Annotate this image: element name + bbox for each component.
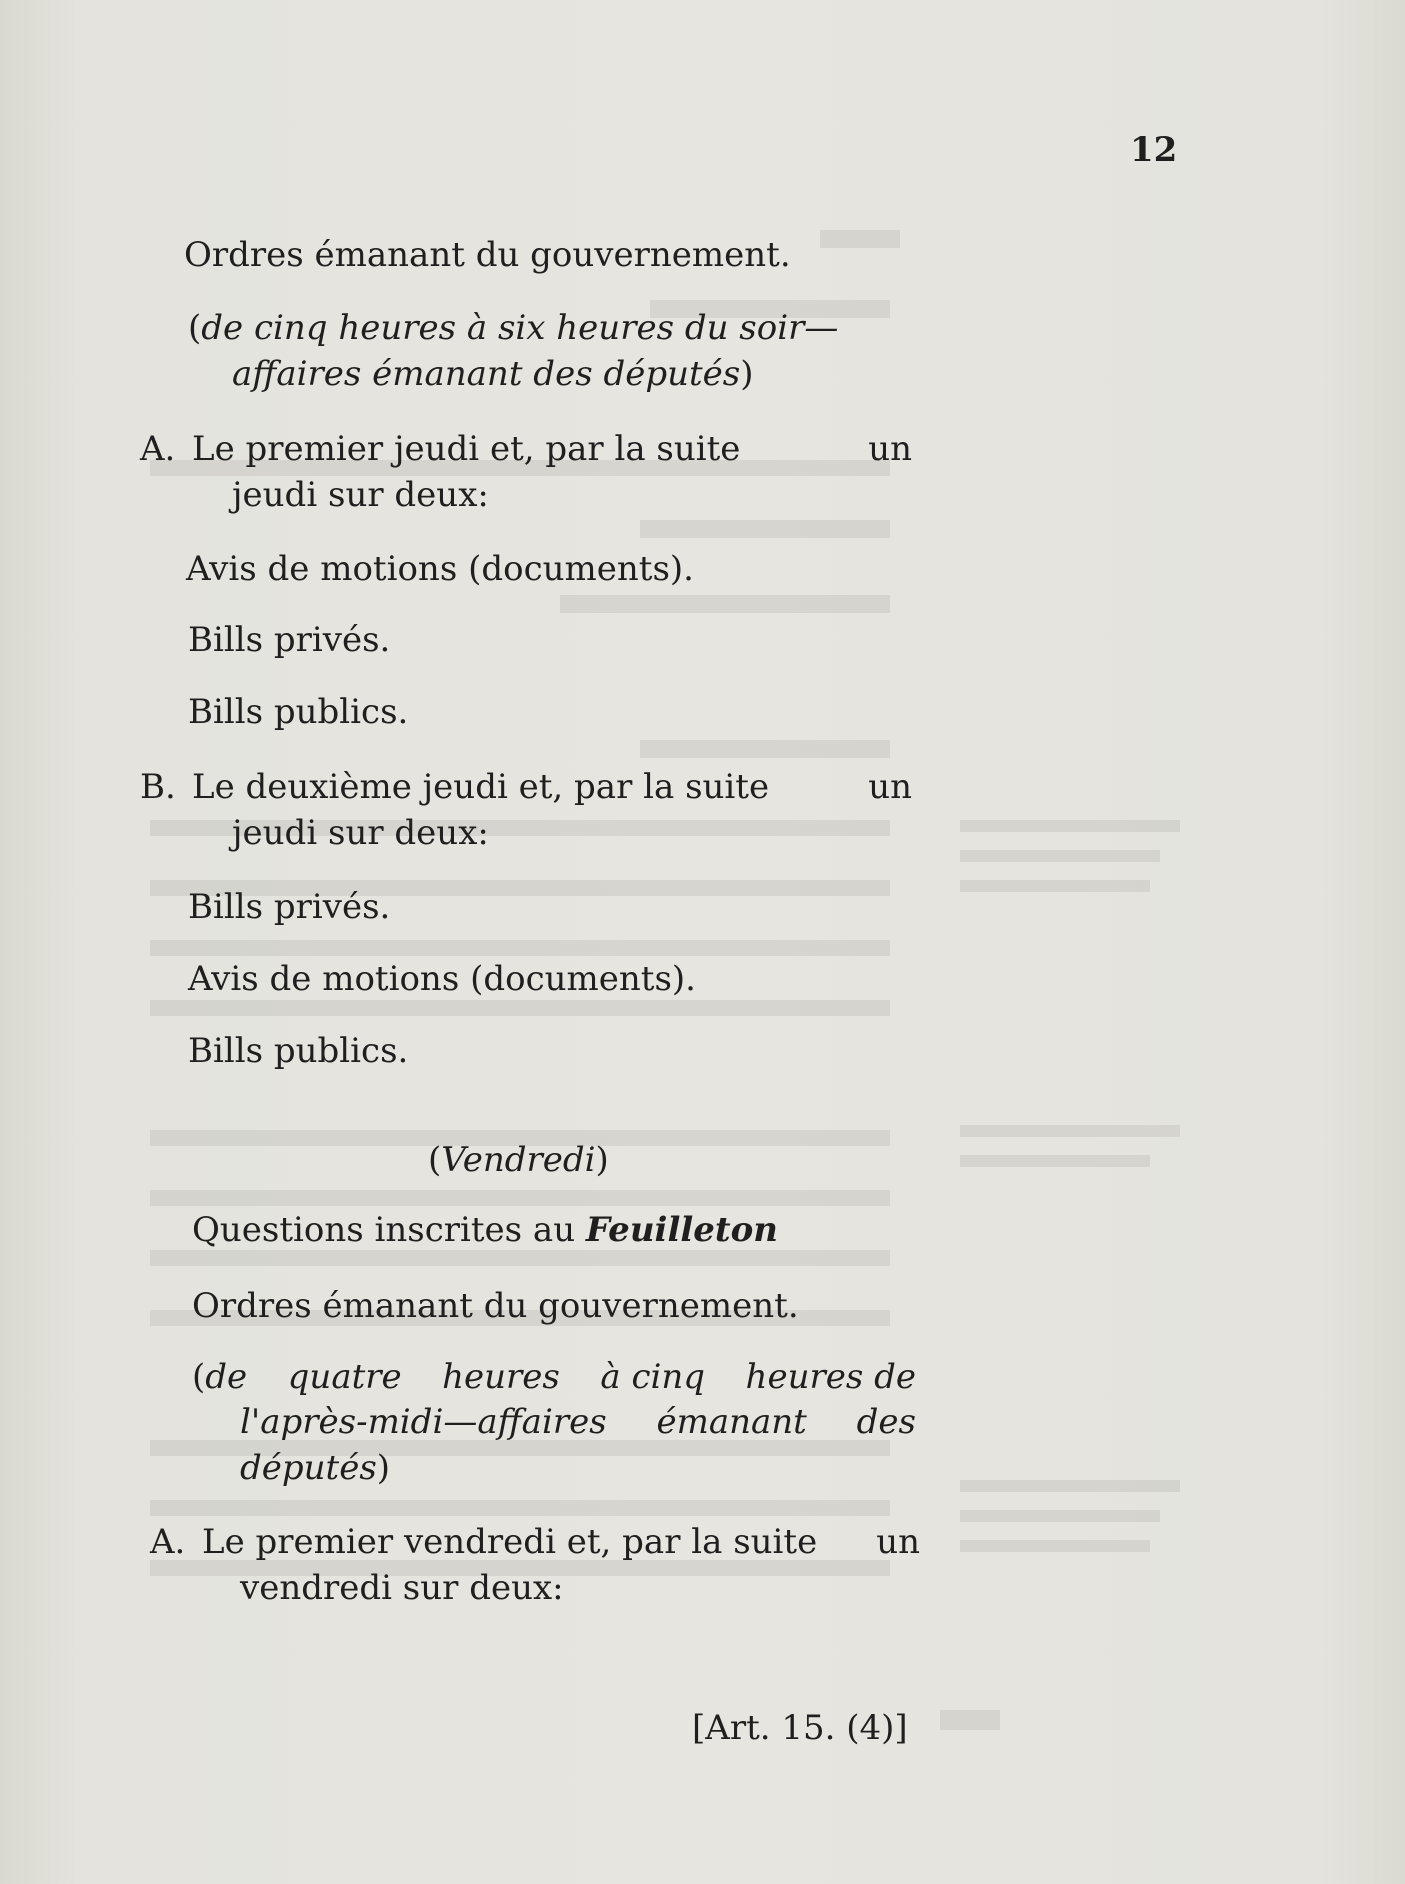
item-b-line2: jeudi sur deux:	[232, 813, 489, 853]
list-item-notices-2: Avis de motions (documents).	[188, 959, 696, 999]
heading-government-orders-1: Ordres émanant du gouvernement.	[184, 235, 791, 275]
italic-note-2-line3: députés)	[240, 1448, 391, 1488]
italic-note-2-line1: (de quatre heures à cinq heures de	[192, 1357, 916, 1397]
heading-government-orders-2: Ordres émanant du gouvernement.	[192, 1286, 799, 1326]
list-item-private-bills-2: Bills privés.	[188, 887, 391, 927]
item-a-friday-line1: A. Le premier vendredi et, par la suite un	[150, 1522, 920, 1562]
item-a-line2: jeudi sur deux:	[232, 475, 489, 515]
list-item-questions: Questions inscrites au Feuilleton	[192, 1210, 779, 1250]
italic-note-2-line2: l'après-midi—affaires émanant des	[240, 1402, 916, 1442]
list-item-private-bills-1: Bills privés.	[188, 620, 391, 660]
section-heading-friday: (Vendredi)	[428, 1140, 609, 1180]
article-reference: [Art. 15. (4)]	[692, 1708, 908, 1748]
italic-note-1-line1: (de cinq heures à six heures du soir—	[188, 308, 839, 348]
italic-note-1-line2: affaires émanant des députés)	[232, 354, 754, 394]
list-item-public-bills-1: Bills publics.	[188, 692, 409, 732]
item-a-friday-line2: vendredi sur deux:	[240, 1568, 564, 1608]
list-item-public-bills-2: Bills publics.	[188, 1031, 409, 1071]
item-b-line1: B. Le deuxième jeudi et, par la suite un	[140, 767, 912, 807]
item-a-line1: A. Le premier jeudi et, par la suite un	[140, 429, 912, 469]
page-number: 12	[1130, 130, 1178, 170]
list-item-notices-1: Avis de motions (documents).	[186, 549, 694, 589]
